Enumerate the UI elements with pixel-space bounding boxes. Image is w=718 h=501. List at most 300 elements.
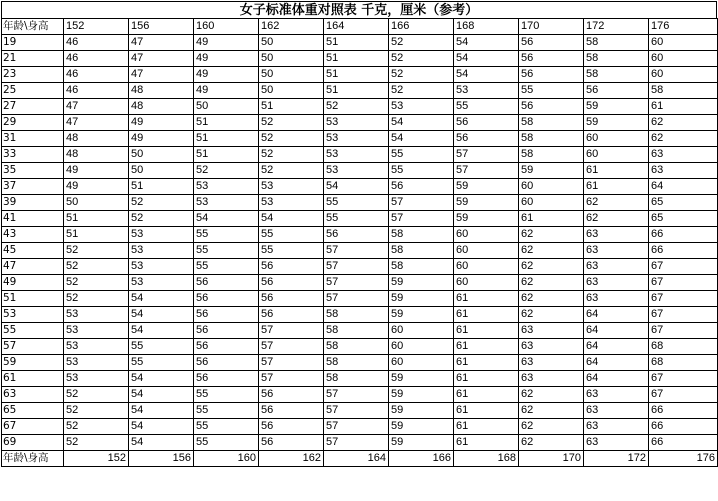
weight-cell: 61 <box>454 435 519 451</box>
table-row <box>2 195 718 211</box>
weight-cell: 66 <box>649 435 718 451</box>
weight-cell: 53 <box>64 307 129 323</box>
weight-cell: 60 <box>584 147 649 163</box>
age-cell: 43 <box>2 227 64 243</box>
age-cell: 39 <box>2 195 64 211</box>
weight-cell: 62 <box>584 211 649 227</box>
weight-cell: 62 <box>649 115 718 131</box>
weight-cell: 54 <box>324 179 389 195</box>
weight-cell: 60 <box>649 35 718 51</box>
footer-row <box>2 451 718 467</box>
weight-cell: 59 <box>389 371 454 387</box>
weight-cell: 64 <box>584 339 649 355</box>
age-cell: 47 <box>2 259 64 275</box>
height-header-cell: 168 <box>454 19 519 35</box>
weight-cell: 53 <box>389 99 454 115</box>
weight-cell: 63 <box>584 275 649 291</box>
weight-cell: 56 <box>519 67 584 83</box>
height-header-cell: 166 <box>389 19 454 35</box>
weight-cell: 63 <box>649 163 718 179</box>
age-cell: 45 <box>2 243 64 259</box>
weight-cell: 63 <box>584 387 649 403</box>
weight-cell: 60 <box>519 179 584 195</box>
weight-cell: 51 <box>64 227 129 243</box>
corner-header-cell: 年龄\身高 <box>2 19 64 35</box>
weight-cell: 50 <box>259 35 324 51</box>
weight-cell: 55 <box>194 387 259 403</box>
weight-cell: 62 <box>519 307 584 323</box>
weight-cell: 58 <box>584 67 649 83</box>
weight-cell: 46 <box>64 67 129 83</box>
table-row <box>2 307 718 323</box>
weight-cell: 58 <box>324 323 389 339</box>
weight-cell: 49 <box>194 67 259 83</box>
table-row <box>2 163 718 179</box>
age-cell: 41 <box>2 211 64 227</box>
weight-cell: 51 <box>259 99 324 115</box>
weight-cell: 52 <box>259 163 324 179</box>
weight-cell: 53 <box>129 227 194 243</box>
height-footer-cell: 162 <box>259 451 324 467</box>
weight-cell: 66 <box>649 419 718 435</box>
height-footer-cell: 160 <box>194 451 259 467</box>
weight-cell: 49 <box>129 131 194 147</box>
table-body <box>2 19 718 467</box>
weight-cell: 53 <box>194 179 259 195</box>
weight-cell: 58 <box>519 115 584 131</box>
weight-cell: 54 <box>389 131 454 147</box>
table-row <box>2 243 718 259</box>
weight-cell: 60 <box>454 243 519 259</box>
age-cell: 27 <box>2 99 64 115</box>
height-header-cell: 160 <box>194 19 259 35</box>
weight-cell: 65 <box>649 195 718 211</box>
weight-cell: 56 <box>259 419 324 435</box>
height-footer-cell: 172 <box>584 451 649 467</box>
weight-cell: 65 <box>649 211 718 227</box>
weight-cell: 60 <box>454 227 519 243</box>
weight-cell: 61 <box>454 419 519 435</box>
weight-cell: 67 <box>649 259 718 275</box>
weight-cell: 52 <box>324 99 389 115</box>
weight-cell: 63 <box>519 339 584 355</box>
weight-cell: 51 <box>194 131 259 147</box>
weight-cell: 63 <box>584 291 649 307</box>
weight-cell: 60 <box>454 275 519 291</box>
table-row <box>2 35 718 51</box>
age-cell: 61 <box>2 371 64 387</box>
weight-cell: 56 <box>324 227 389 243</box>
age-cell: 21 <box>2 51 64 67</box>
table-row <box>2 115 718 131</box>
weight-reference-sheet <box>1 1 717 499</box>
weight-cell: 46 <box>64 35 129 51</box>
weight-cell: 59 <box>584 99 649 115</box>
weight-cell: 56 <box>194 339 259 355</box>
weight-cell: 60 <box>389 339 454 355</box>
weight-table <box>1 18 718 467</box>
weight-cell: 50 <box>259 83 324 99</box>
age-cell: 31 <box>2 131 64 147</box>
weight-cell: 55 <box>194 435 259 451</box>
weight-cell: 67 <box>649 291 718 307</box>
weight-cell: 56 <box>259 435 324 451</box>
weight-cell: 63 <box>584 243 649 259</box>
weight-cell: 48 <box>129 99 194 115</box>
weight-cell: 62 <box>519 259 584 275</box>
weight-cell: 62 <box>519 291 584 307</box>
weight-cell: 61 <box>454 355 519 371</box>
weight-cell: 53 <box>324 131 389 147</box>
weight-cell: 57 <box>454 163 519 179</box>
weight-cell: 58 <box>324 355 389 371</box>
weight-cell: 68 <box>649 339 718 355</box>
weight-cell: 52 <box>64 403 129 419</box>
weight-cell: 52 <box>259 131 324 147</box>
weight-cell: 59 <box>454 211 519 227</box>
weight-cell: 52 <box>64 291 129 307</box>
weight-cell: 61 <box>584 179 649 195</box>
weight-cell: 55 <box>129 355 194 371</box>
weight-cell: 56 <box>259 403 324 419</box>
weight-cell: 53 <box>194 195 259 211</box>
weight-cell: 50 <box>64 195 129 211</box>
weight-cell: 61 <box>519 211 584 227</box>
footer-corner-cell: 年龄\身高 <box>2 451 64 467</box>
weight-cell: 59 <box>389 419 454 435</box>
weight-cell: 57 <box>324 291 389 307</box>
weight-cell: 48 <box>64 147 129 163</box>
weight-cell: 53 <box>259 195 324 211</box>
weight-cell: 52 <box>64 419 129 435</box>
weight-cell: 59 <box>389 307 454 323</box>
weight-cell: 68 <box>649 355 718 371</box>
weight-cell: 52 <box>389 83 454 99</box>
weight-cell: 58 <box>389 243 454 259</box>
weight-cell: 56 <box>194 371 259 387</box>
weight-cell: 63 <box>584 435 649 451</box>
weight-cell: 54 <box>129 291 194 307</box>
weight-cell: 55 <box>389 163 454 179</box>
weight-cell: 59 <box>389 403 454 419</box>
weight-cell: 53 <box>64 355 129 371</box>
table-row <box>2 67 718 83</box>
table-row <box>2 419 718 435</box>
table-row <box>2 291 718 307</box>
weight-cell: 60 <box>454 259 519 275</box>
weight-cell: 64 <box>584 355 649 371</box>
weight-cell: 49 <box>64 163 129 179</box>
age-cell: 65 <box>2 403 64 419</box>
weight-cell: 61 <box>584 163 649 179</box>
weight-cell: 58 <box>584 35 649 51</box>
weight-cell: 59 <box>389 291 454 307</box>
weight-cell: 54 <box>259 211 324 227</box>
weight-cell: 51 <box>324 67 389 83</box>
weight-cell: 58 <box>519 147 584 163</box>
weight-cell: 60 <box>519 195 584 211</box>
weight-cell: 57 <box>324 387 389 403</box>
weight-cell: 62 <box>519 275 584 291</box>
weight-cell: 62 <box>519 419 584 435</box>
height-footer-cell: 156 <box>129 451 194 467</box>
weight-cell: 62 <box>519 403 584 419</box>
weight-cell: 66 <box>649 243 718 259</box>
weight-cell: 54 <box>129 403 194 419</box>
age-cell: 25 <box>2 83 64 99</box>
weight-cell: 54 <box>454 67 519 83</box>
table-row <box>2 211 718 227</box>
weight-cell: 54 <box>194 211 259 227</box>
weight-cell: 53 <box>324 147 389 163</box>
weight-cell: 51 <box>324 83 389 99</box>
age-cell: 63 <box>2 387 64 403</box>
height-header-cell: 172 <box>584 19 649 35</box>
height-header-cell: 162 <box>259 19 324 35</box>
weight-cell: 57 <box>324 275 389 291</box>
weight-cell: 60 <box>389 355 454 371</box>
weight-cell: 51 <box>129 179 194 195</box>
weight-cell: 63 <box>584 259 649 275</box>
weight-cell: 52 <box>259 115 324 131</box>
weight-cell: 50 <box>194 99 259 115</box>
table-row <box>2 371 718 387</box>
weight-cell: 55 <box>194 419 259 435</box>
weight-cell: 55 <box>129 339 194 355</box>
weight-cell: 53 <box>324 115 389 131</box>
weight-cell: 58 <box>389 259 454 275</box>
weight-cell: 59 <box>389 387 454 403</box>
weight-cell: 64 <box>584 323 649 339</box>
weight-cell: 56 <box>194 355 259 371</box>
height-footer-cell: 164 <box>324 451 389 467</box>
weight-cell: 53 <box>64 323 129 339</box>
weight-cell: 61 <box>454 403 519 419</box>
weight-cell: 57 <box>259 355 324 371</box>
weight-cell: 48 <box>64 131 129 147</box>
weight-cell: 49 <box>194 83 259 99</box>
weight-cell: 54 <box>454 35 519 51</box>
weight-cell: 47 <box>64 115 129 131</box>
weight-cell: 51 <box>194 147 259 163</box>
height-header-cell: 176 <box>649 19 718 35</box>
table-row <box>2 99 718 115</box>
weight-cell: 54 <box>454 51 519 67</box>
weight-cell: 55 <box>194 259 259 275</box>
weight-cell: 49 <box>194 35 259 51</box>
weight-cell: 54 <box>129 371 194 387</box>
age-cell: 57 <box>2 339 64 355</box>
weight-cell: 62 <box>519 435 584 451</box>
weight-cell: 60 <box>649 51 718 67</box>
weight-cell: 59 <box>519 163 584 179</box>
weight-cell: 63 <box>649 147 718 163</box>
weight-cell: 53 <box>64 339 129 355</box>
weight-cell: 56 <box>519 51 584 67</box>
table-row <box>2 179 718 195</box>
weight-cell: 56 <box>194 291 259 307</box>
age-cell: 35 <box>2 163 64 179</box>
weight-cell: 52 <box>389 51 454 67</box>
table-row <box>2 51 718 67</box>
weight-cell: 47 <box>129 35 194 51</box>
weight-cell: 51 <box>324 51 389 67</box>
weight-cell: 56 <box>259 291 324 307</box>
table-row <box>2 275 718 291</box>
weight-cell: 56 <box>259 259 324 275</box>
weight-cell: 48 <box>129 83 194 99</box>
weight-cell: 67 <box>649 323 718 339</box>
height-footer-cell: 152 <box>64 451 129 467</box>
weight-cell: 67 <box>649 307 718 323</box>
weight-cell: 49 <box>129 115 194 131</box>
weight-cell: 53 <box>259 179 324 195</box>
weight-cell: 67 <box>649 371 718 387</box>
weight-cell: 56 <box>259 275 324 291</box>
table-row <box>2 403 718 419</box>
header-row <box>2 19 718 35</box>
weight-cell: 47 <box>129 67 194 83</box>
weight-cell: 53 <box>64 371 129 387</box>
weight-cell: 62 <box>649 131 718 147</box>
weight-cell: 56 <box>519 99 584 115</box>
age-cell: 33 <box>2 147 64 163</box>
height-header-cell: 152 <box>64 19 129 35</box>
weight-cell: 64 <box>649 179 718 195</box>
weight-cell: 58 <box>324 371 389 387</box>
weight-cell: 63 <box>584 403 649 419</box>
weight-cell: 58 <box>519 131 584 147</box>
weight-cell: 61 <box>649 99 718 115</box>
weight-cell: 47 <box>64 99 129 115</box>
weight-cell: 62 <box>519 227 584 243</box>
weight-cell: 50 <box>259 67 324 83</box>
weight-cell: 50 <box>129 163 194 179</box>
table-row <box>2 435 718 451</box>
height-header-cell: 170 <box>519 19 584 35</box>
weight-cell: 63 <box>584 419 649 435</box>
weight-cell: 62 <box>584 195 649 211</box>
weight-cell: 52 <box>194 163 259 179</box>
weight-cell: 56 <box>454 115 519 131</box>
weight-cell: 56 <box>194 307 259 323</box>
weight-cell: 56 <box>519 35 584 51</box>
weight-cell: 56 <box>259 307 324 323</box>
weight-cell: 59 <box>454 179 519 195</box>
weight-cell: 56 <box>194 323 259 339</box>
weight-cell: 61 <box>454 387 519 403</box>
weight-cell: 57 <box>454 147 519 163</box>
weight-cell: 58 <box>324 307 389 323</box>
weight-cell: 52 <box>129 195 194 211</box>
weight-cell: 63 <box>519 323 584 339</box>
weight-cell: 54 <box>129 435 194 451</box>
weight-cell: 58 <box>649 83 718 99</box>
table-row <box>2 227 718 243</box>
table-row <box>2 147 718 163</box>
table-row <box>2 339 718 355</box>
height-header-cell: 164 <box>324 19 389 35</box>
age-cell: 49 <box>2 275 64 291</box>
table-row <box>2 83 718 99</box>
weight-cell: 63 <box>519 371 584 387</box>
weight-cell: 59 <box>584 115 649 131</box>
weight-cell: 55 <box>259 227 324 243</box>
weight-cell: 60 <box>584 131 649 147</box>
weight-cell: 52 <box>389 35 454 51</box>
weight-cell: 63 <box>519 355 584 371</box>
weight-cell: 54 <box>129 323 194 339</box>
weight-cell: 52 <box>64 387 129 403</box>
weight-cell: 54 <box>389 115 454 131</box>
weight-cell: 61 <box>454 339 519 355</box>
weight-cell: 57 <box>259 323 324 339</box>
weight-cell: 58 <box>389 227 454 243</box>
age-cell: 23 <box>2 67 64 83</box>
weight-cell: 49 <box>64 179 129 195</box>
weight-cell: 53 <box>129 275 194 291</box>
weight-cell: 55 <box>454 99 519 115</box>
weight-cell: 53 <box>454 83 519 99</box>
weight-cell: 55 <box>324 211 389 227</box>
weight-cell: 54 <box>129 307 194 323</box>
weight-cell: 55 <box>519 83 584 99</box>
age-cell: 55 <box>2 323 64 339</box>
weight-cell: 56 <box>584 83 649 99</box>
weight-cell: 61 <box>454 291 519 307</box>
weight-cell: 50 <box>129 147 194 163</box>
height-footer-cell: 176 <box>649 451 718 467</box>
sheet-title: 女子标准体重对照表 千克，厘米（参考） <box>1 1 717 18</box>
weight-cell: 61 <box>454 371 519 387</box>
weight-cell: 52 <box>64 275 129 291</box>
weight-cell: 62 <box>519 387 584 403</box>
weight-cell: 61 <box>454 323 519 339</box>
weight-cell: 46 <box>64 83 129 99</box>
weight-cell: 57 <box>324 435 389 451</box>
age-cell: 59 <box>2 355 64 371</box>
weight-cell: 58 <box>584 51 649 67</box>
weight-cell: 57 <box>389 211 454 227</box>
age-cell: 37 <box>2 179 64 195</box>
weight-cell: 55 <box>194 227 259 243</box>
weight-cell: 59 <box>389 435 454 451</box>
weight-cell: 64 <box>584 307 649 323</box>
weight-cell: 51 <box>194 115 259 131</box>
table-row <box>2 131 718 147</box>
height-header-cell: 156 <box>129 19 194 35</box>
weight-cell: 47 <box>129 51 194 67</box>
weight-cell: 59 <box>389 275 454 291</box>
weight-cell: 52 <box>129 211 194 227</box>
age-cell: 67 <box>2 419 64 435</box>
weight-cell: 52 <box>64 435 129 451</box>
weight-cell: 66 <box>649 403 718 419</box>
age-cell: 19 <box>2 35 64 51</box>
age-cell: 69 <box>2 435 64 451</box>
weight-cell: 53 <box>129 243 194 259</box>
weight-cell: 55 <box>194 403 259 419</box>
weight-cell: 50 <box>259 51 324 67</box>
weight-cell: 60 <box>649 67 718 83</box>
weight-cell: 57 <box>324 259 389 275</box>
weight-cell: 57 <box>259 371 324 387</box>
weight-cell: 56 <box>259 387 324 403</box>
weight-cell: 64 <box>584 371 649 387</box>
weight-cell: 60 <box>389 323 454 339</box>
weight-cell: 52 <box>259 147 324 163</box>
height-footer-cell: 166 <box>389 451 454 467</box>
